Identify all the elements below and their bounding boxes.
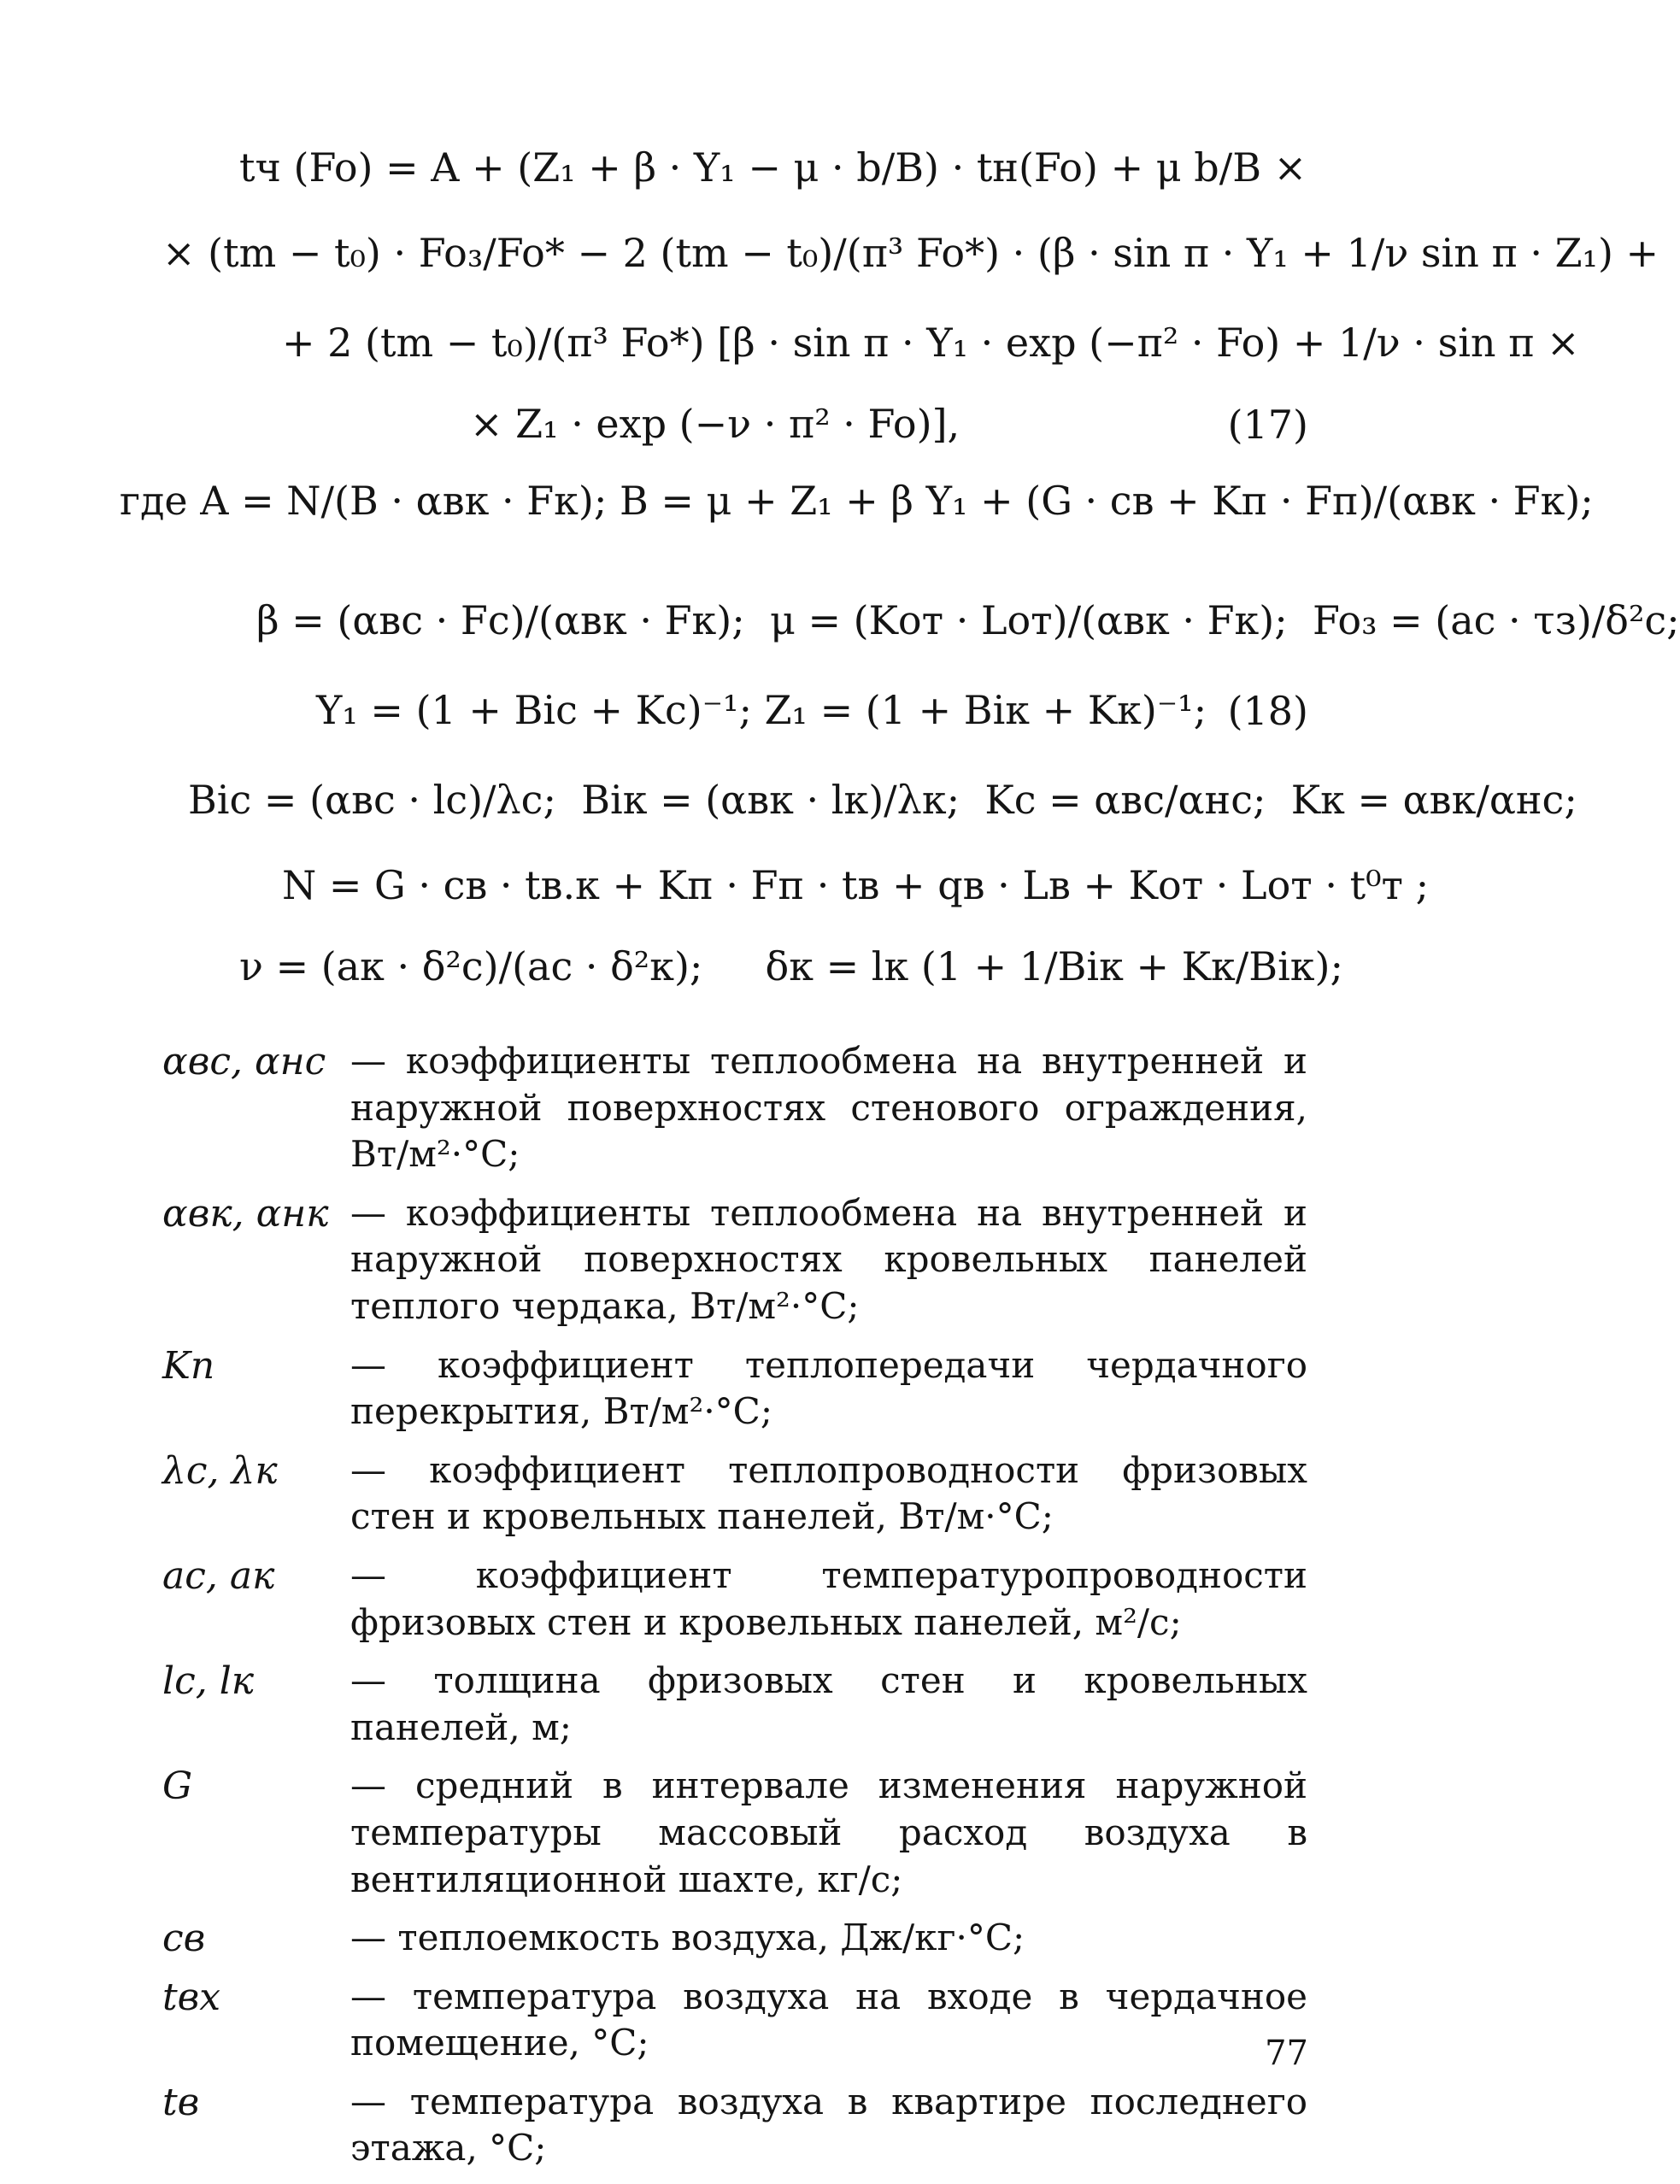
equation-number-18: (18)	[1227, 688, 1308, 734]
definition-symbol: cв	[162, 1917, 206, 1961]
definition-text: — температура воздуха в квартире последнего этажа, °С;	[350, 2080, 1307, 2169]
definition-text: — толщина фризовых стен и кровельных панелей, м;	[350, 1659, 1307, 1748]
equation-17-line-1: tч (Fo) = A + (Z₁ + β · Y₁ − μ · b/B) · tн(Fo) + μ b/B ×	[239, 144, 1307, 191]
nu-definition: ν = (aк · δ²c)/(ac · δ²к)	[239, 943, 690, 989]
definition-text: — теплоемкость воздуха, Дж/кг·°С;	[350, 1917, 1025, 1959]
kc-definition: Kс = αвс/αнс	[984, 777, 1253, 823]
definition-row	[162, 1553, 1307, 1646]
definition-text: — коэффициент теплопередачи чердачного перекрытия, Вт/м²·°С;	[350, 1343, 1307, 1433]
definition-text: — коэффициенты теплообмена на внутренней и наружной поверхностях стенового ограждения, Вт/м²·°С;	[350, 1040, 1307, 1176]
definition-row	[162, 1190, 1307, 1330]
definition-row	[162, 1658, 1307, 1751]
equation-number-17: (17)	[1227, 402, 1308, 448]
n-definition: N = G · cв · tв.к + Kп · Fп · tв + qв · Lв + Kот · Lот · t⁰т ;	[282, 862, 1430, 908]
definition-text: — коэффициент температуропроводности фризовых стен и кровельных панелей, м²/с;	[350, 1553, 1307, 1643]
equation-17-line-4: × Z₁ · exp (−ν · π² · Fo)],	[470, 401, 960, 447]
equation-17-line-2: × (tm − t₀) · Fo₃/Fo* − 2 (tm − t₀)/(π³ Fo*) · (β · sin π · Y₁ + 1/ν sin π · Z₁) +	[162, 230, 1659, 276]
definition-text: — коэффициенты теплообмена на внутренней и наружной поверхностях кровельных панелей теплого чердака, Вт/м²·°С;	[350, 1191, 1307, 1327]
symbol-definitions	[162, 1038, 1307, 2184]
definition-symbol: lс, lк	[162, 1659, 255, 1704]
where-line: где A = N/(B · αвк · Fк); B = μ + Z₁ + β Y₁ + (G · cв + Kп · Fп)/(αвк · Fк);	[120, 478, 1594, 524]
definition-text: — коэффициент теплопроводности фризовых стен и кровельных панелей, Вт/м·°С;	[350, 1448, 1307, 1538]
definition-row	[162, 1038, 1307, 1178]
definition-row	[162, 1342, 1307, 1435]
biot-k-line: Bic = (αвс · lс)/λс; Biк = (αвк · lк)/λк; Kс = αвс/αнс; Kк = αвк/αнс;	[188, 777, 1577, 823]
definition-symbol: λс, λк	[162, 1448, 278, 1493]
y1-z1-definition: Y₁ = (1 + Bic + Kc)⁻¹; Z₁ = (1 + Biк + Kк)⁻¹;	[316, 687, 1207, 733]
definition-symbol: ac, aк	[162, 1553, 275, 1598]
delta-definition: δк = lк (1 + 1/Biк + Kк/Biк)	[765, 943, 1330, 989]
equation-17-line-3: + 2 (tm − t₀)/(π³ Fo*) [β · sin π · Y₁ · exp (−π² · Fo) + 1/ν · sin π ×	[282, 320, 1580, 366]
B-definition: B = μ + Z₁ + β Y₁ + (G · cв + Kп · Fп)/(αвк · Fк)	[619, 478, 1581, 524]
definition-row	[162, 2079, 1307, 2172]
where-label: где	[120, 478, 188, 524]
definition-text: — температура воздуха на входе в чердачное помещение, °С;	[350, 1975, 1307, 2064]
beta-definition: β = (αвс · Fс)/(αвк · Fк)	[256, 597, 732, 643]
bic-definition: Bic = (αвс · lс)/λс	[188, 777, 543, 823]
definition-row	[162, 1763, 1307, 1903]
nu-delta-line: ν = (aк · δ²c)/(ac · δ²к); δк = lк (1 + 1/Biк + Kк/Biк);	[239, 943, 1343, 989]
kk-definition: Kк = αвк/αнс	[1290, 777, 1565, 823]
definition-row	[162, 1915, 1307, 1962]
definition-row	[162, 1447, 1307, 1541]
bik-definition: Biк = (αвк · lк)/λк	[581, 777, 947, 823]
page-number: 77	[1265, 2034, 1308, 2073]
definition-symbol: tвх	[162, 1975, 221, 2019]
mu-definition: μ = (Kот · Lот)/(αвк · Fк)	[769, 597, 1275, 643]
definition-symbol: G	[162, 1764, 193, 1809]
definition-symbol: tв	[162, 2080, 200, 2124]
definition-symbol: αвк, αнк	[162, 1191, 329, 1236]
beta-mu-fo-line: β = (αвс · Fс)/(αвк · Fк); μ = (Kот · Lот)/(αвк · Fк); Fo₃ = (ac · τз)/δ²c;	[256, 597, 1680, 643]
fo3-definition: Fo₃ = (ac · τз)/δ²c	[1312, 597, 1667, 643]
definition-symbol: αвс, αнс	[162, 1040, 326, 1083]
definition-row	[162, 1974, 1307, 2067]
definition-text: — средний в интервале изменения наружной температуры массовый расход воздуха в вентиляционной шахте, кг/с;	[350, 1764, 1307, 1900]
A-definition: A = N/(B · αвк · Fк)	[200, 478, 594, 524]
definition-symbol: Kп	[162, 1343, 215, 1388]
